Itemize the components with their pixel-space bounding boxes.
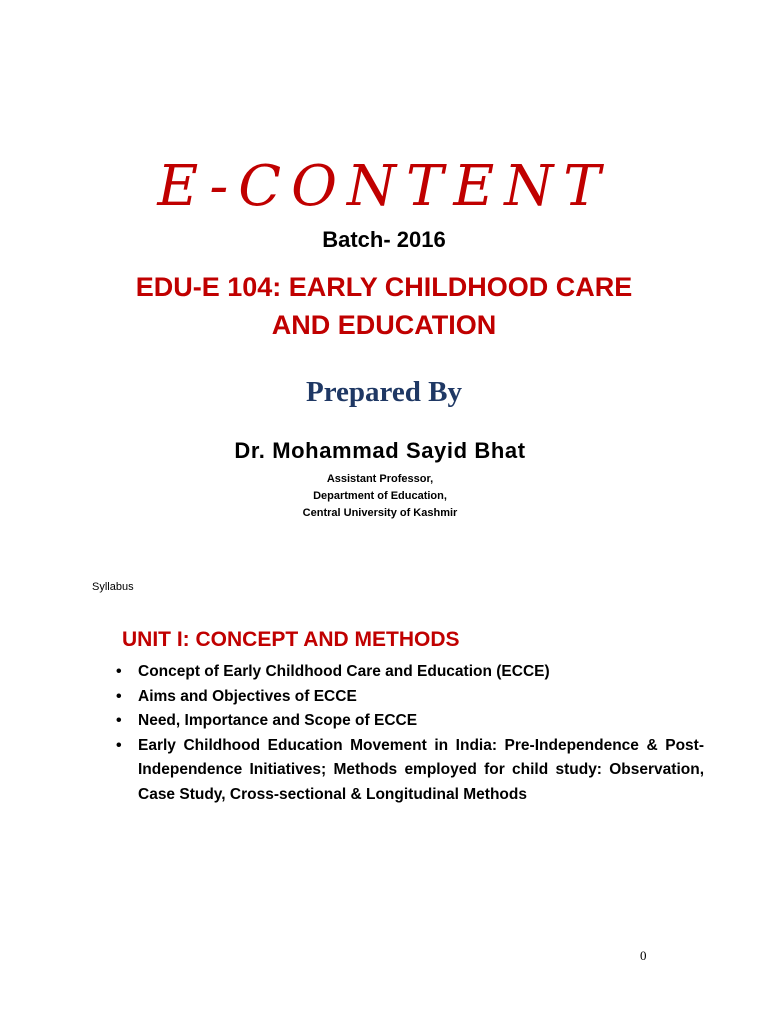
bullet-icon: • [116,712,122,729]
list-item [112,685,704,710]
list-item-text: Need, Importance and Scope of ECCE [138,712,418,729]
syllabus-list [112,660,704,807]
bullet-icon: • [116,687,122,705]
course-title [100,268,668,344]
list-item-text: Aims and Objectives of ECCE [138,687,357,705]
syllabus-label: Syllabus [92,581,134,593]
page-number: 0 [640,948,647,963]
course-title-line-2: AND EDUCATION [271,310,497,340]
list-item [112,734,704,808]
batch-label: Batch- 2016 [322,227,446,252]
course-title-line-1: EDU-E 104: EARLY CHILDHOOD CARE [135,272,633,302]
author-affiliation [0,471,760,522]
author-name: Dr. Mohammad Sayid Bhat [234,438,526,463]
document-title: E-CONTENT [157,154,611,219]
list-item-text: Early Childhood Education Movement in India: Pre-Independence & Post- Independence Initiatives; Methods employed for child study: Observation, Case Study, Cross-sectional & Longitudinal Methods [138,736,704,803]
list-item-text: Concept of Early Childhood Care and Education (ECCE) [138,663,550,680]
author-department: Department of Education, [313,490,447,502]
author-designation: Assistant Professor, [326,473,434,485]
prepared-by-heading: Prepared By [305,376,462,408]
bullet-icon: • [116,736,122,754]
bullet-icon: • [116,663,122,680]
unit-title: UNIT I: CONCEPT AND METHODS [122,628,460,651]
author-university: Central University of Kashmir [302,507,458,519]
list-item [112,709,704,734]
list-item [112,660,704,685]
